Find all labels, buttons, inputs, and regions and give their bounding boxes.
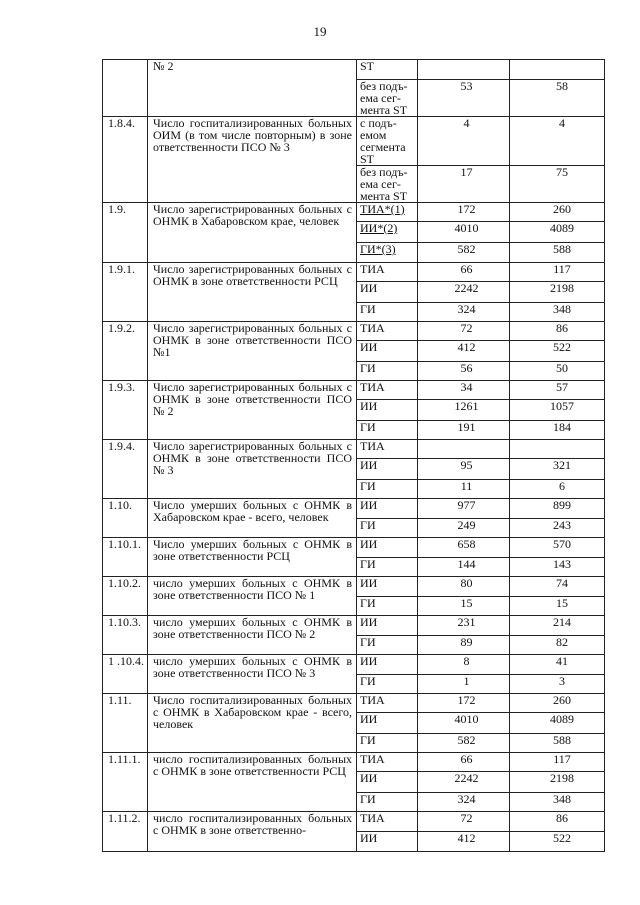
value-cell-2: 74 [510, 577, 605, 597]
category-cell: ТИА [357, 812, 418, 832]
value-cell-1: 2242 [418, 282, 510, 303]
category-cell: ТИА [357, 440, 418, 459]
value-cell-1: 582 [418, 734, 510, 753]
value-cell-2: 58 [510, 80, 605, 117]
value-cell-1: 4010 [418, 222, 510, 243]
category-cell: ГИ [357, 480, 418, 499]
value-cell-2: 15 [510, 597, 605, 616]
value-cell-2: 117 [510, 753, 605, 772]
category-cell: ГИ [357, 734, 418, 753]
value-cell-1: 89 [418, 636, 510, 655]
value-cell-2: 184 [510, 421, 605, 440]
table-row [103, 577, 605, 597]
category-cell: ТИА [357, 381, 418, 400]
value-cell-2: 588 [510, 243, 605, 263]
table-body [103, 60, 605, 852]
value-cell-1: 324 [418, 793, 510, 812]
row-number-cell: 1.9. [103, 203, 148, 263]
value-cell-1: 191 [418, 421, 510, 440]
category-cell: ИИ [357, 538, 418, 558]
category-cell: ГИ [357, 558, 418, 577]
row-number-cell: 1.8.4. [103, 117, 148, 203]
table-row [103, 117, 605, 166]
table-row [103, 60, 605, 80]
value-cell-1: 172 [418, 694, 510, 713]
value-cell-1: 249 [418, 519, 510, 538]
table-row [103, 322, 605, 341]
category-cell: ST [357, 60, 418, 80]
category-cell: ГИ [357, 793, 418, 812]
value-cell-2: 143 [510, 558, 605, 577]
category-cell: ИИ [357, 772, 418, 793]
row-description-cell: число госпитализированных больных с ОНМК в зоне ответственно- [148, 812, 357, 852]
value-cell-2: 214 [510, 616, 605, 636]
value-cell-2: 570 [510, 538, 605, 558]
value-cell-1: 66 [418, 753, 510, 772]
value-cell-1: 412 [418, 341, 510, 362]
row-description-cell: Число зарегистрированных больных с ОНМК в зоне ответственности ПСО №1 [148, 322, 357, 381]
value-cell-2: 117 [510, 263, 605, 282]
value-cell-2: 86 [510, 322, 605, 341]
value-cell-1: 95 [418, 459, 510, 480]
category-cell: ТИА [357, 694, 418, 713]
category-cell: ГИ [357, 303, 418, 322]
value-cell-1: 172 [418, 203, 510, 222]
category-cell: ГИ [357, 421, 418, 440]
row-number-cell: 1.9.3. [103, 381, 148, 440]
category-cell: ИИ [357, 459, 418, 480]
category-cell: с подъ-емом сегмента ST [357, 117, 418, 166]
value-cell-1: 4 [418, 117, 510, 166]
category-cell: ИИ*(2) [357, 222, 418, 243]
value-cell-2: 2198 [510, 282, 605, 303]
row-description-cell: Число зарегистрированных больных с ОНМК в зоне ответственности ПСО № 2 [148, 381, 357, 440]
table-row [103, 694, 605, 713]
value-cell-2 [510, 440, 605, 459]
value-cell-2: 522 [510, 341, 605, 362]
value-cell-2: 2198 [510, 772, 605, 793]
row-description-cell: Число зарегистрированных больных с ОНМК в Хабаровском крае, человек [148, 203, 357, 263]
table-row [103, 263, 605, 282]
category-cell: ИИ [357, 577, 418, 597]
row-number-cell: 1.9.2. [103, 322, 148, 381]
row-number-cell [103, 60, 148, 117]
value-cell-2: 348 [510, 793, 605, 812]
category-cell: ИИ [357, 499, 418, 519]
category-cell: ТИА*(1) [357, 203, 418, 222]
row-number-cell: 1.11. [103, 694, 148, 753]
page-number: 19 [313, 24, 327, 39]
category-cell: ИИ [357, 713, 418, 734]
category-cell: ТИА [357, 263, 418, 282]
category-cell: ИИ [357, 616, 418, 636]
value-cell-1: 1 [418, 675, 510, 694]
value-cell-1 [418, 440, 510, 459]
table-row [103, 753, 605, 772]
row-description-cell: число умерших больных с ОНМК в зоне ответственности ПСО № 1 [148, 577, 357, 616]
row-number-cell: 1 .10.4. [103, 655, 148, 694]
value-cell-2: 260 [510, 203, 605, 222]
category-cell: ИИ [357, 832, 418, 852]
row-number-cell: 1.9.4. [103, 440, 148, 499]
category-cell: без подъ-ема сег-мента ST [357, 166, 418, 203]
category-cell: ИИ [357, 282, 418, 303]
value-cell-1: 412 [418, 832, 510, 852]
value-cell-1: 658 [418, 538, 510, 558]
category-cell: ГИ*(3) [357, 243, 418, 263]
category-cell: ГИ [357, 597, 418, 616]
value-cell-2 [510, 60, 605, 80]
value-cell-1: 2242 [418, 772, 510, 793]
value-cell-1: 56 [418, 362, 510, 381]
row-description-cell: № 2 [148, 60, 357, 117]
row-description-cell: Число умерших больных с ОНМК в Хабаровском крае - всего, человек [148, 499, 357, 538]
category-cell: ИИ [357, 400, 418, 421]
table-row [103, 812, 605, 832]
value-cell-2: 588 [510, 734, 605, 753]
row-number-cell: 1.11.2. [103, 812, 148, 852]
value-cell-2: 86 [510, 812, 605, 832]
value-cell-2: 321 [510, 459, 605, 480]
value-cell-1: 15 [418, 597, 510, 616]
row-number-cell: 1.10.1. [103, 538, 148, 577]
category-cell: без подъ-ема сег-мента ST [357, 80, 418, 117]
row-description-cell: Число госпитализированных больных ОИМ (в том числе повторным) в зоне ответственности ПСО № 3 [148, 117, 357, 203]
category-cell: ГИ [357, 636, 418, 655]
value-cell-1: 72 [418, 812, 510, 832]
value-cell-2: 50 [510, 362, 605, 381]
value-cell-1: 977 [418, 499, 510, 519]
value-cell-2: 41 [510, 655, 605, 675]
row-description-cell: Число госпитализированных больных с ОНМК в Хабаровском крае - всего, человек [148, 694, 357, 753]
category-cell: ГИ [357, 362, 418, 381]
table-row [103, 381, 605, 400]
row-description-cell: число умерших больных с ОНМК в зоне ответственности ПСО № 2 [148, 616, 357, 655]
category-cell: ТИА [357, 322, 418, 341]
row-number-cell: 1.11.1. [103, 753, 148, 812]
value-cell-2: 243 [510, 519, 605, 538]
value-cell-1: 66 [418, 263, 510, 282]
table-row [103, 655, 605, 675]
row-number-cell: 1.10.2. [103, 577, 148, 616]
row-number-cell: 1.10. [103, 499, 148, 538]
statistics-table [102, 59, 605, 852]
value-cell-1: 34 [418, 381, 510, 400]
value-cell-1: 17 [418, 166, 510, 203]
value-cell-1: 324 [418, 303, 510, 322]
row-number-cell: 1.9.1. [103, 263, 148, 322]
row-description-cell: Число зарегистрированных больных с ОНМК в зоне ответственности РСЦ [148, 263, 357, 322]
value-cell-2: 57 [510, 381, 605, 400]
value-cell-1: 1261 [418, 400, 510, 421]
value-cell-2: 4 [510, 117, 605, 166]
table-row [103, 499, 605, 519]
value-cell-2: 899 [510, 499, 605, 519]
value-cell-2: 348 [510, 303, 605, 322]
value-cell-1 [418, 60, 510, 80]
row-number-cell: 1.10.3. [103, 616, 148, 655]
row-description-cell: Число зарегистрированных больных с ОНМК в зоне ответственности ПСО № 3 [148, 440, 357, 499]
value-cell-2: 6 [510, 480, 605, 499]
value-cell-2: 75 [510, 166, 605, 203]
value-cell-2: 3 [510, 675, 605, 694]
value-cell-2: 4089 [510, 713, 605, 734]
value-cell-2: 522 [510, 832, 605, 852]
value-cell-1: 53 [418, 80, 510, 117]
value-cell-1: 11 [418, 480, 510, 499]
category-cell: ТИА [357, 753, 418, 772]
value-cell-1: 4010 [418, 713, 510, 734]
category-cell: ИИ [357, 341, 418, 362]
table-row [103, 538, 605, 558]
value-cell-2: 4089 [510, 222, 605, 243]
row-description-cell: Число умерших больных с ОНМК в зоне ответственности РСЦ [148, 538, 357, 577]
row-description-cell: число госпитализированных больных с ОНМК в зоне ответственности РСЦ [148, 753, 357, 812]
value-cell-1: 582 [418, 243, 510, 263]
value-cell-1: 144 [418, 558, 510, 577]
value-cell-2: 260 [510, 694, 605, 713]
category-cell: ГИ [357, 519, 418, 538]
table-row [103, 616, 605, 636]
value-cell-1: 231 [418, 616, 510, 636]
value-cell-2: 82 [510, 636, 605, 655]
category-cell: ГИ [357, 675, 418, 694]
table-row [103, 440, 605, 459]
value-cell-1: 80 [418, 577, 510, 597]
value-cell-1: 72 [418, 322, 510, 341]
value-cell-1: 8 [418, 655, 510, 675]
table-row [103, 203, 605, 222]
category-cell: ИИ [357, 655, 418, 675]
value-cell-2: 1057 [510, 400, 605, 421]
row-description-cell: число умерших больных с ОНМК в зоне ответственности ПСО № 3 [148, 655, 357, 694]
